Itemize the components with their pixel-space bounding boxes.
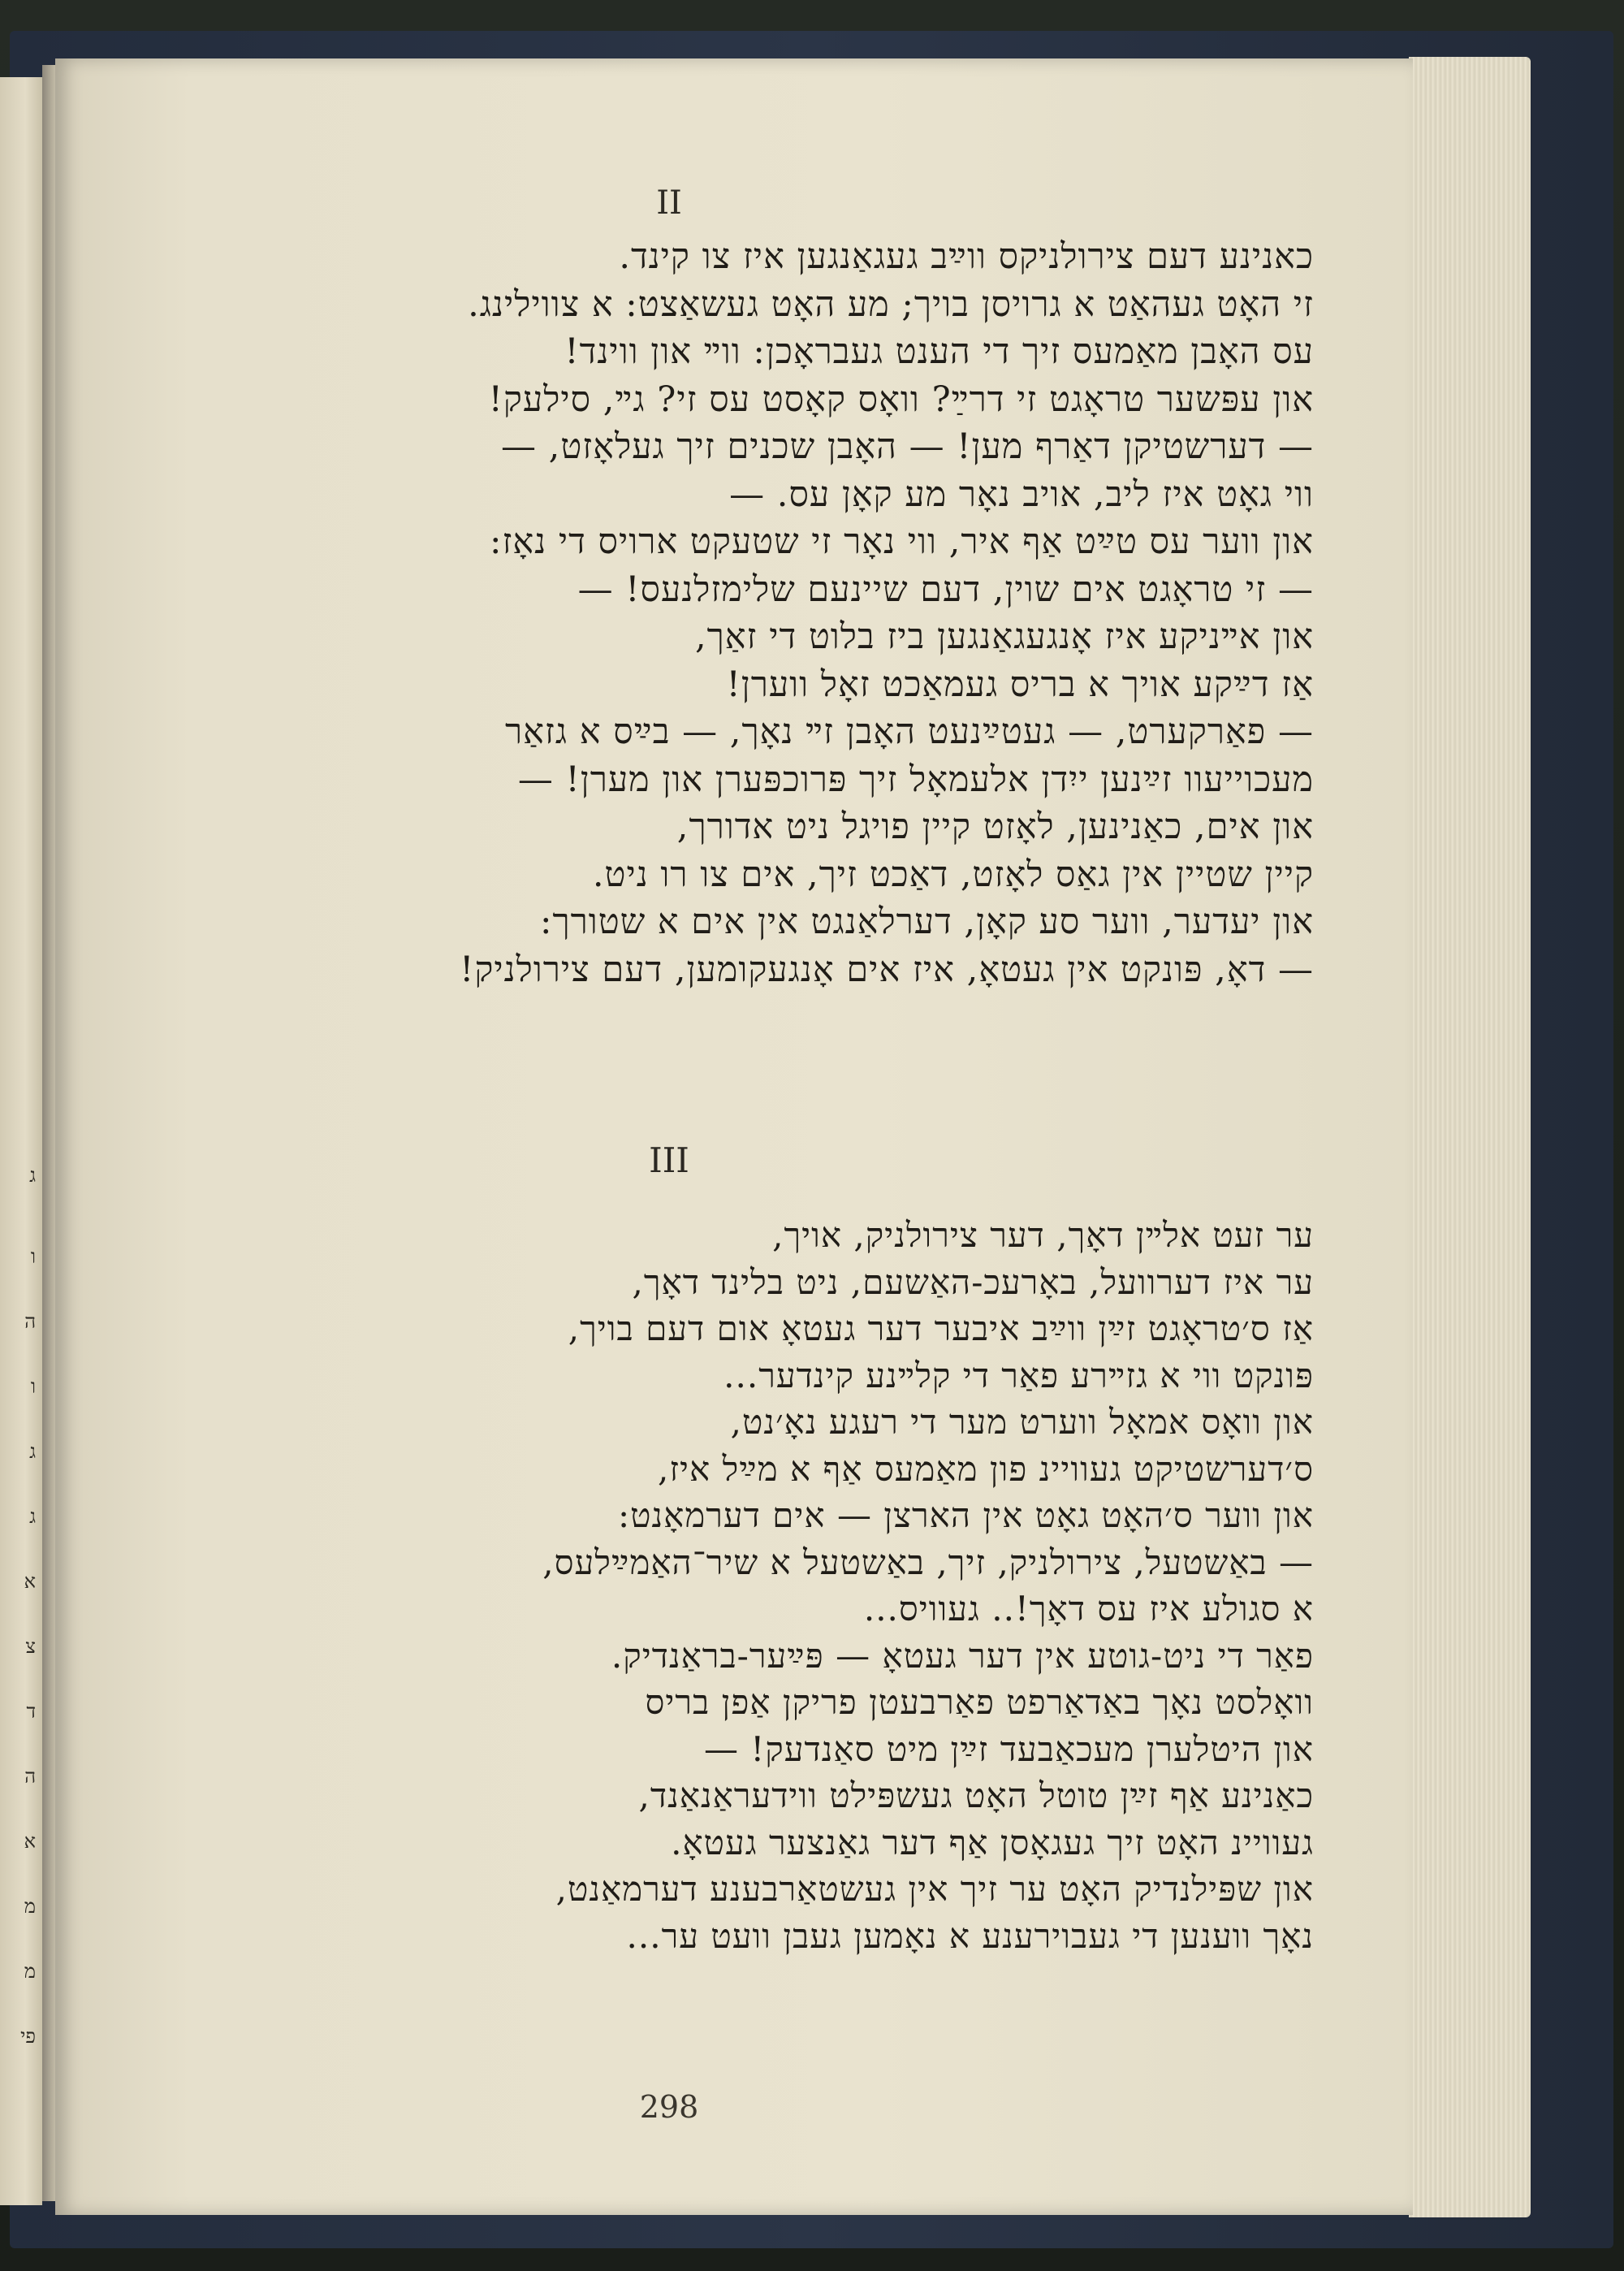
poem-line: ער איז דערוועל, באָרעכ-האַשעם, ניט בלינד דאָך, — [632, 1261, 1314, 1302]
poem-line: א סגולע איז עס דאָך!.. געוויס... — [863, 1589, 1314, 1629]
poem-line: קיין שטיין אין גאַס לאָזט, דאַכט זיך, אים צו רו ניט. — [592, 854, 1314, 895]
left-page-fragment: מ — [24, 1960, 36, 1983]
poem-line: פאַר די ניט-גוטע אין דער געטאָ — פּײַער-בראַנדיק. — [611, 1635, 1314, 1676]
left-page-fragment: ג — [29, 1440, 36, 1463]
poem-line: און היטלערן מעכאַבעד זײַן מיט סאַנדעק! — — [704, 1728, 1314, 1769]
page-number: 298 — [639, 2089, 699, 2125]
poem-line: פּונקט ווי א גזײרע פאַר די קלײנע קינדער... — [723, 1355, 1314, 1395]
poem-line: און שפּילנדיק האָט ער זיך אין געשטאַרבענע דערמאַנט, — [555, 1869, 1314, 1909]
poem-line: און יעדער, ווער סע קאָן, דערלאַנגט אין אים א שטורך: — [539, 902, 1314, 942]
poem-stanza-ii — [242, 233, 1314, 993]
section-heading-iii: III — [649, 1140, 689, 1180]
left-page-fragment: ו — [30, 1245, 36, 1268]
poem-line: — פאַרקערט, — געטײַנעט האָבן זײ נאָך, — בײַס א גזאַר — [505, 712, 1314, 752]
poem-line: נאָך ווענען די געבוירענע א נאָמען געבן וועט ער... — [626, 1915, 1314, 1956]
section-heading-ii: II — [656, 184, 682, 222]
poem-line: ווי גאָט איז ליב, אויב נאָר מע קאָן עס. — — [729, 474, 1314, 515]
left-page-fragment: ג — [29, 1164, 36, 1187]
poem-line: און אים, כאַנינען, לאָזט קיין פויגל ניט אדורך, — [676, 807, 1314, 847]
poem-line: און ווער עס טײַט אַף איר, ווי נאָר זי שטעקט ארויס די נאָז: — [489, 521, 1314, 562]
poem-line: און ווער ס׳האָט גאָט אין הארצן — אים דערמאָנט: — [617, 1495, 1314, 1535]
poem-line: און עפּשער טראָגט זי דרײַ? וואָס קאָסט עס זי? גײ, סילעק! — [488, 378, 1314, 420]
poem-line: ס׳דערשטיקט געוויינ פון מאַמעס אַף א מײַל איז, — [657, 1448, 1314, 1489]
poem-line: זי האָט געהאַט א גרויסן בויך; מע האָט געשאַצט: א צווילינג. — [468, 283, 1314, 325]
poem-line: כאַנינע אַף זײַן טוטל האָט געשפּילט ווידעראַנאַנד, — [638, 1776, 1314, 1815]
left-page-fragment: א — [24, 1830, 36, 1853]
poem-line: — דאָ, פּונקט אין געטאָ, איז אים אָנגעקומען, דעם צירולניק! — [460, 949, 1314, 990]
book-page — [55, 58, 1413, 2215]
poem-line: געוויינ האָט זיך געגאָסן אַף דער גאַנצער געטאָ. — [671, 1822, 1314, 1862]
left-page-fragment: ה — [24, 1310, 36, 1333]
poem-line: עס האָבן מאַמעס זיך די הענט געבראָכן: ווײ און ווינד! — [564, 331, 1314, 372]
poem-stanza-iii — [242, 1212, 1314, 1959]
poem-line: און אײניקע איז אָנגעגאַנגען ביז בלוט די זאַך, — [694, 616, 1314, 657]
poem-line: ער זעט אלײן דאָך, דער צירולניק, אויך, — [772, 1215, 1314, 1255]
left-page-fragment: ג — [29, 1505, 36, 1528]
left-page-fragment: פי — [20, 2025, 36, 2048]
poem-line: מעכוייעוו זײַנען ייִדן אלעמאָל זיך פּרוכפּערן און מערן! — — [517, 759, 1314, 800]
left-page-fragment: מ — [24, 1895, 36, 1918]
poem-line: אַז דײַקע אויך א בריס געמאַכט זאָל ווערן! — [726, 664, 1314, 705]
poem-line: — באַשטעל, צירולניק, זיך, באַשטעל א שיר־האַמײַלעס, — [542, 1542, 1314, 1582]
left-page-fragment: ד — [26, 1700, 36, 1723]
left-page-fragment: צ — [25, 1635, 36, 1658]
poem-line: — דערשטיקן דאַרף מען! — האָבן שכנים זיך געלאָזט, — — [501, 426, 1314, 467]
left-page-fragment: ו — [30, 1375, 36, 1398]
left-page-fragment: ה — [24, 1765, 36, 1788]
poem-line: כאנינע דעם צירולניקס ווײַב געגאַנגען איז צו קינד. — [619, 236, 1314, 277]
poem-line: אַז ס׳טראָגט זײַן ווײַב איבער דער געטאָ אום דעם בויך, — [568, 1309, 1314, 1348]
left-page-fragment: א — [24, 1570, 36, 1593]
poem-line: — זי טראָגט אים שוין, דעם שיינעם שלימזלנעס! — — [577, 569, 1314, 610]
page-stack-edge — [1409, 57, 1531, 2217]
poem-line: און וואָס אמאָל ווערט מער די רעגע נאָ׳נט, — [730, 1402, 1314, 1442]
poem-line: וואָלסט נאָך באַדאַרפט פאַרבעטן פריקן אַפן בריס — [645, 1682, 1314, 1722]
